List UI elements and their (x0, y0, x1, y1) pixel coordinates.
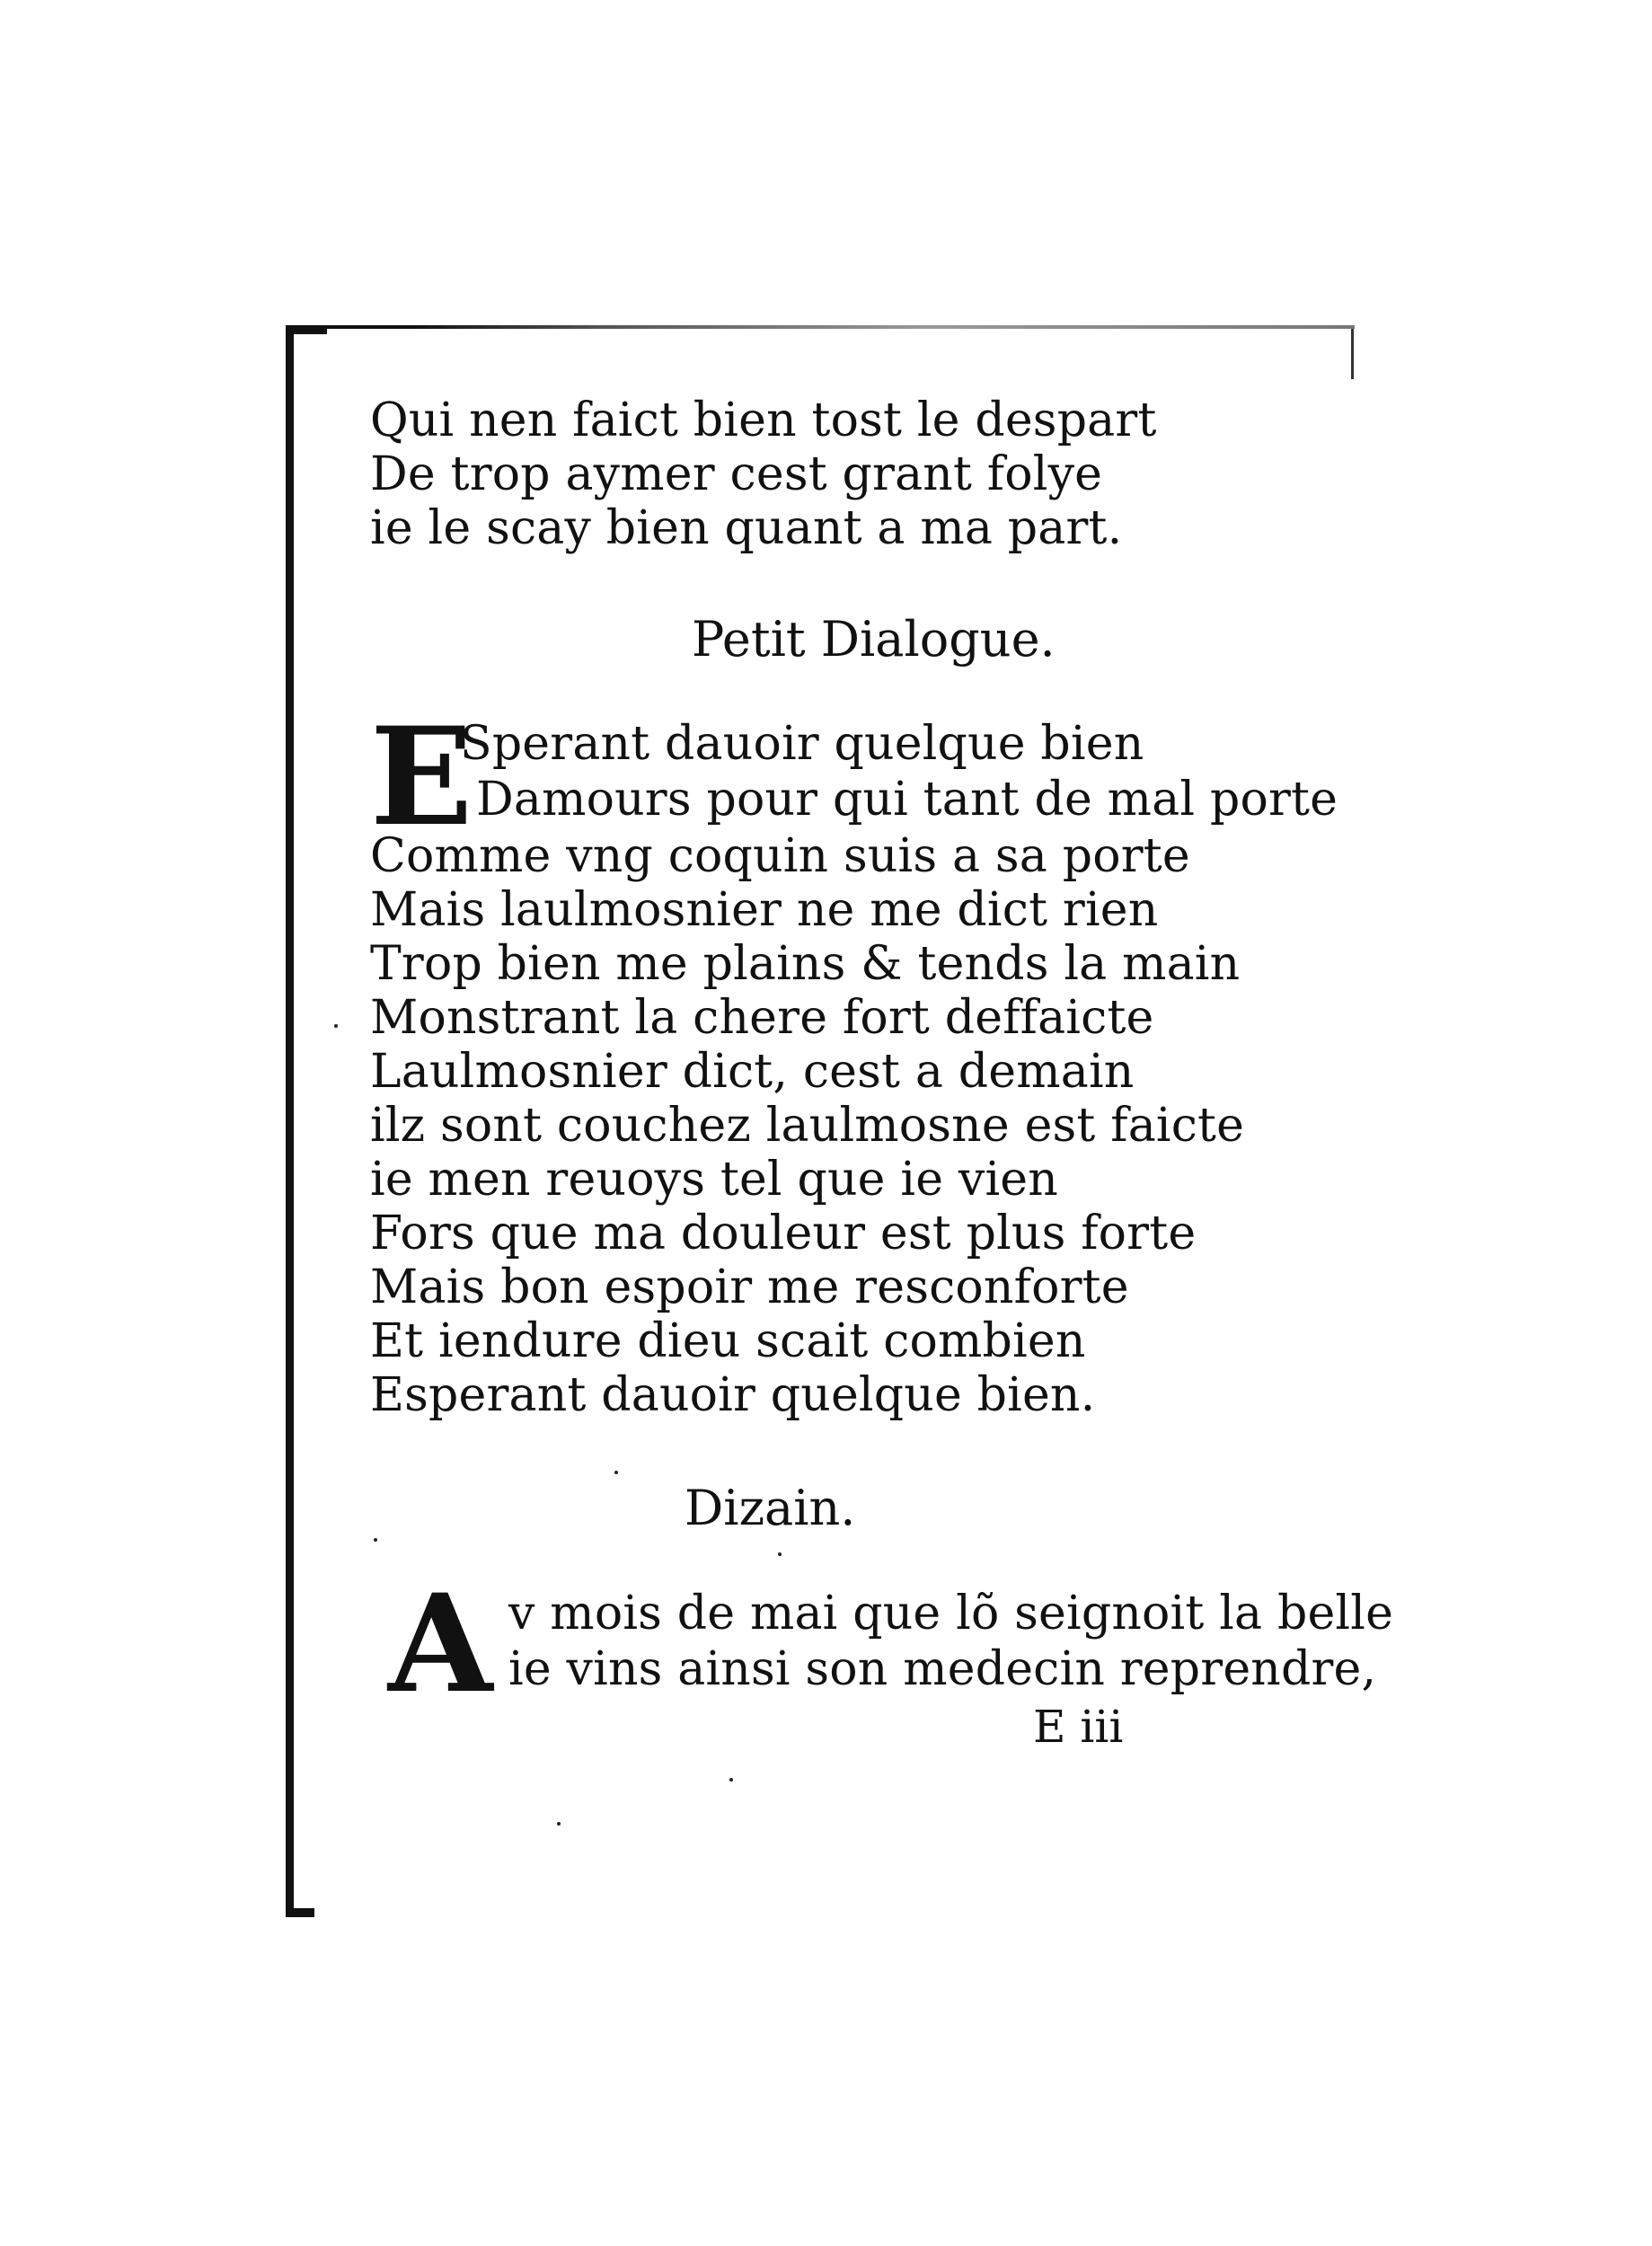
ink-speck (778, 1552, 782, 1556)
verse-line: Qui nen faict bien tost le despart (370, 393, 1157, 447)
section-title-dialogue: Petit Dialogue. (692, 611, 1056, 668)
drop-cap-a: A (388, 1565, 493, 1723)
ink-speck (557, 1822, 561, 1826)
page-frame-top-edge (286, 325, 1355, 329)
verse-line: ie le scay bien quant a ma part. (370, 501, 1123, 555)
verse-line: Fors que ma douleur est plus forte (370, 1207, 1197, 1260)
page-frame-right-tick (1351, 329, 1354, 379)
verse-line: Et iendure dieu scait combien (370, 1314, 1086, 1368)
drop-cap-e: E (370, 698, 473, 856)
verse-line: Mais laulmosnier ne me dict rien (370, 883, 1159, 937)
ink-speck (614, 1471, 618, 1474)
verse-line: Sperant dauoir quelque bien (460, 717, 1144, 771)
verse-line: Esperant dauoir quelque bien. (370, 1368, 1096, 1422)
verse-line: De trop aymer cest grant folye (370, 447, 1103, 501)
ink-speck (374, 1538, 377, 1542)
page-frame-bottom-edge (286, 1908, 314, 1917)
ink-speck (729, 1778, 733, 1782)
verse-line: Mais bon espoir me resconforte (370, 1260, 1129, 1314)
verse-line: Laulmosnier dict, cest a demain (370, 1045, 1135, 1099)
section-title-dizain: Dizain. (685, 1480, 856, 1536)
verse-line: Monstrant la chere fort deffaicte (370, 991, 1154, 1045)
verse-line: Damours pour qui tant de mal porte (476, 773, 1338, 827)
verse-line: ie vins ainsi son medecin reprendre, (508, 1642, 1377, 1696)
verse-line: ie men reuoys tel que ie vien (370, 1153, 1058, 1207)
verse-line: ilz sont couchez laulmosne est faicte (370, 1099, 1245, 1153)
verse-line: v mois de mai que lõ seignoit la belle (508, 1587, 1394, 1640)
page-frame-top-notch (286, 325, 327, 334)
signature-mark: E iii (1033, 1701, 1124, 1753)
ink-speck (334, 1024, 338, 1028)
page-frame-left-edge (286, 325, 294, 1917)
verse-line: Trop bien me plains & tends la main (370, 937, 1241, 991)
verse-line: Comme vng coquin suis a sa porte (370, 829, 1190, 883)
